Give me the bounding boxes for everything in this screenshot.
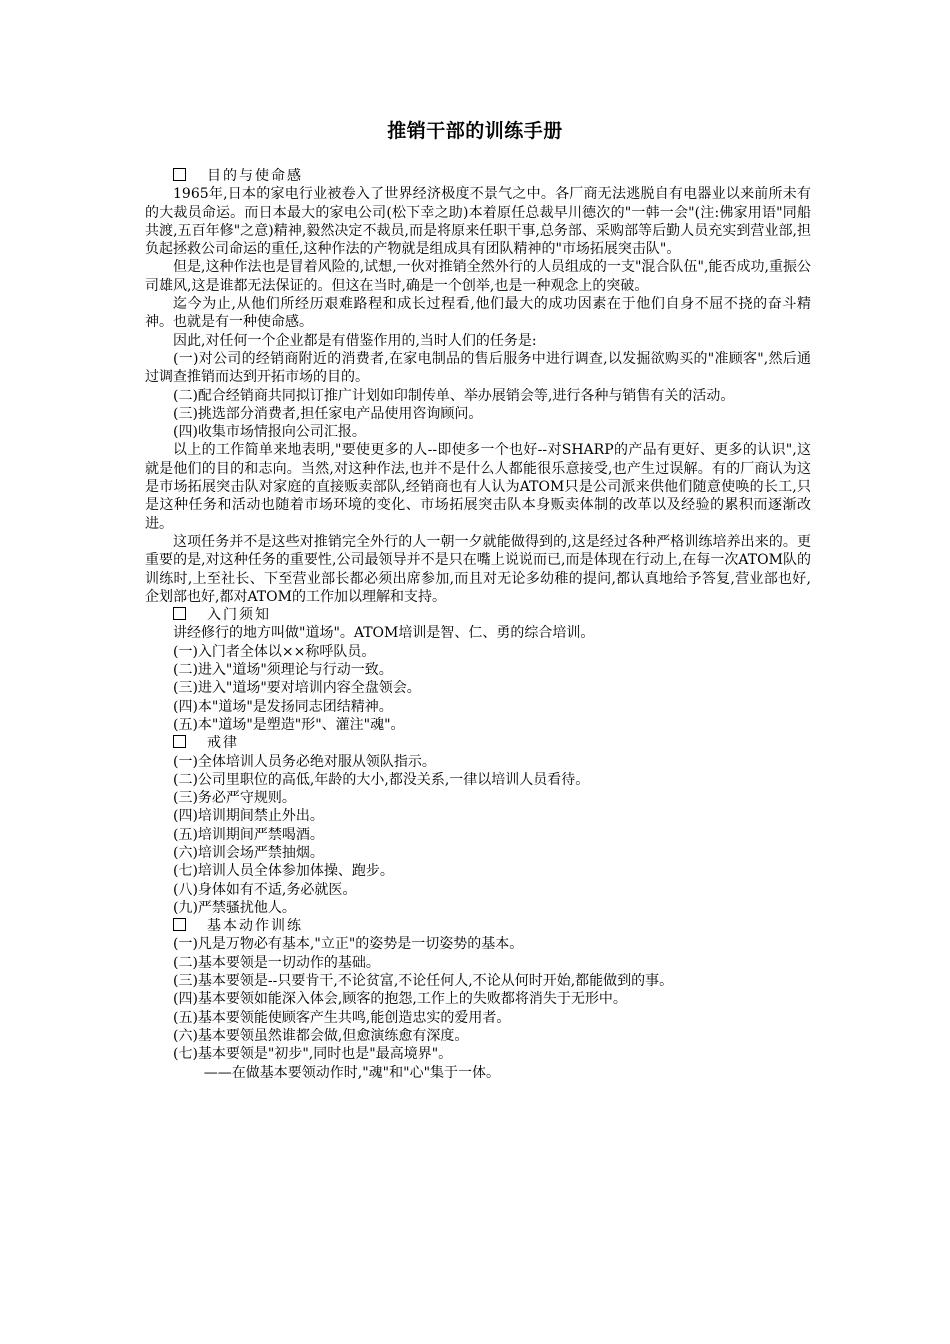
list-item: (七)基本要领是"初步",同时也是"最高境界"。 [173,1046,453,1063]
list-item: (四)基本要领如能深入体会,顾客的抱怨,工作上的失败都将消失于无形中。 [173,991,627,1008]
section-heading [145,167,811,185]
list-item: 讲经修行的地方叫做"道场"。ATOM培训是智、仁、勇的综合培训。 [173,625,595,642]
checkbox-square-icon [173,607,186,620]
list-item: (七)培训人员全体参加体操、跑步。 [173,863,394,880]
section-heading-text: 入门须知 [207,607,271,624]
document-title: 推销干部的训练手册 [387,120,563,142]
list-item: (二)公司里职位的高低,年龄的大小,都没关系,一律以培训人员看待。 [173,771,590,788]
document-body [145,167,811,1082]
list-item: (八)身体如有不适,务必就医。 [173,881,357,898]
list-item: (二)基本要领是一切动作的基础。 [173,954,380,971]
paragraph: (二)配合经销商共同拟订推广计划如印制传单、举办展销会等,进行各种与销售有关的活动。 [173,387,735,404]
section-heading [145,917,811,935]
section-heading [145,606,811,624]
list-item: (三)进入"道场"要对培训内容全盘领会。 [173,680,421,697]
list-item: (五)本"道场"是塑造"形"、灌注"魂"。 [173,716,405,733]
section-heading-text: 基本动作训练 [207,918,303,935]
paragraph: 因此,对任何一个企业都是有借鉴作用的,当时人们的任务是: [173,332,537,349]
section-heading [145,734,811,752]
paragraph: 以上的工作简单来地表明,"要使更多的人--即使多一个也好--对SHARP的产品有更好、更多的认识",这就是他们的目的和志向。当然,对这种作法,也并不是什么人都能很乐意接受,也产生过误解。有的厂商认为这是市场拓展突击队对家庭的直接贩卖部队,经销商也有人认为ATOM只是公司派来供他们随意使唤的长工,只是这种任务和活动也随着市场环境的变化、市场拓展突击队本身贩卖体制的改革以及经验的累积而逐渐改进。 [145,442,811,532]
checkbox-square-icon [173,168,186,181]
section-heading-text: 目的与使命感 [207,168,303,184]
checkbox-square-icon [173,918,186,931]
list-item: (五)基本要领能使顾客产生共鸣,能创造忠实的爱用者。 [173,1009,511,1026]
list-item: (六)基本要领虽然谁都会做,但愈演练愈有深度。 [173,1027,469,1044]
paragraph: (三)挑选部分消费者,担任家电产品使用咨询顾问。 [173,405,483,422]
list-item: (九)严禁骚扰他人。 [173,899,296,916]
paragraph: 但是,这种作法也是冒着风险的,试想,一伙对推销全然外行的人员组成的一支"混合队伍",能否成功,重振公司雄风,这是谁都无法保证的。但这在当时,确是一个创举,也是一种观念上的突破。 [145,259,811,294]
paragraph: (四)收集市场情报向公司汇报。 [173,424,366,441]
list-item: (四)本"道场"是发扬同志团结精神。 [173,698,393,715]
list-item: ——在做基本要领动作时,"魂"和"心"集于一体。 [203,1064,501,1081]
checkbox-square-icon [173,735,186,748]
paragraph: 这项任务并不是这些对推销完全外行的人一朝一夕就能做得到的,这是经过各种严格训练培养出来的。更重要的是,对这种任务的重要性,公司最领导并不是只在嘴上说说而已,而是体现在行动上,在每一次ATOM队的训练时,上至社长、下至营业部长都必须出席参加,而且对无论多幼稚的提问,都认真地给予答复,营业部也好,企划部也好,都对ATOM的工作加以理解和支持。 [145,533,811,605]
list-item: (三)务必严守规则。 [173,790,296,807]
list-item: (二)进入"道场"须理论与行动一致。 [173,662,393,679]
list-item: (四)培训期间禁止外出。 [173,808,324,825]
list-item: (六)培训会场严禁抽烟。 [173,844,324,861]
section-heading-text: 戒律 [207,735,239,752]
list-item: (一)凡是万物必有基本,"立正"的姿势是一切姿势的基本。 [173,936,524,953]
paragraph: (一)对公司的经销商附近的消费者,在家电制品的售后服务中进行调查,以发掘欲购买的"准顾客",然后通过调查推销而达到开拓市场的目的。 [145,350,811,386]
list-item: (三)基本要领是--只要肯干,不论贫富,不论任何人,不论从何时开始,都能做到的事。 [173,973,674,990]
paragraph: 1965年,日本的家电行业被卷入了世界经济极度不景气之中。各厂商无法逃脱自有电器业以来前所未有的大裁员命运。而日本最大的家电公司(松下幸之助)本着原任总裁早川德次的"一韩一会"(注:佛家用语"同船共渡,五百年修"之意)精神,毅然决定不裁员,而是将原来任职干事,总务部、采购部等后勤人员充实到营业部,担负起拯救公司命运的重任,这种作法的产物就是组成具有团队精神的"市场拓展突击队"。 [145,186,811,258]
list-item: (一)入门者全体以××称呼队员。 [173,643,376,660]
list-item: (一)全体培训人员务必绝对服从领队指示。 [173,753,436,770]
paragraph: 迄今为止,从他们所经历艰难路程和成长过程看,他们最大的成功因素在于他们自身不屈不挠的奋斗精神。也就是有一种使命感。 [145,296,811,331]
list-item: (五)培训期间严禁喝酒。 [173,826,324,843]
